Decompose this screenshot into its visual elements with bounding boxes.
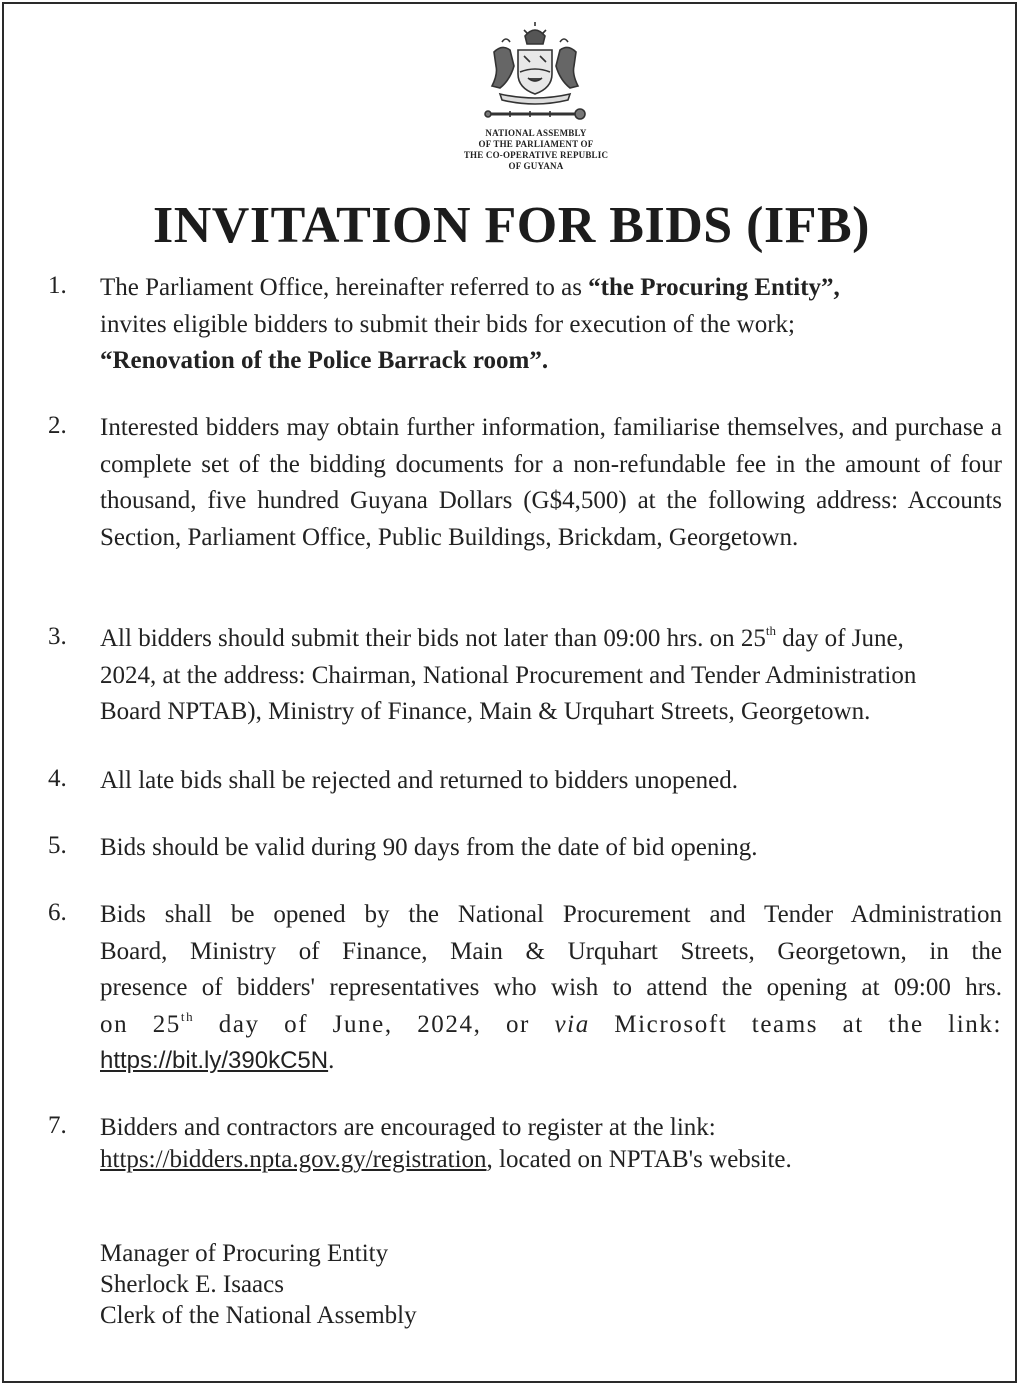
item-text-part: day of June, — [776, 625, 904, 652]
assembly-line: THE CO-OPERATIVE REPUBLIC — [463, 150, 609, 160]
via-emphasis: via — [554, 1010, 590, 1038]
item-text: Interested bidders may obtain further information, familiarise themselves, and purchase a complete set of the bidding documents for a non-refundable fee in the amount of four thousand, five hundred Guyana Dollars (G$4,500) at the following address: Accounts Section, Parliament Office, Public Buildings, Brickdam, Georgetown. — [100, 414, 1002, 551]
assembly-line: OF THE PARLIAMENT OF — [478, 139, 594, 149]
signatory-title: Manager of Procuring Entity — [100, 1240, 389, 1267]
item-text-part: The Parliament Office, hereinafter referred to as — [100, 274, 589, 301]
item-text-part: Microsoft teams at the link: — [589, 1010, 1003, 1038]
item-text: Bids should be valid during 90 days from the date of bid opening. — [100, 834, 758, 861]
item-text-line: presence of bidders' representatives who wish to attend the opening at 09:00 hrs. — [100, 974, 1002, 1001]
item-text-line: Bidders and contractors are encouraged to register at the link: — [100, 1114, 716, 1141]
signature-block — [100, 1238, 417, 1331]
item-number: 4. — [48, 765, 67, 792]
item-text-part: , located on NPTAB's website. — [486, 1146, 792, 1173]
item-number: 3. — [48, 623, 67, 650]
page-title: INVITATION FOR BIDS (IFB) — [153, 197, 870, 254]
project-name-emphasis: “Renovation of the Police Barrack room”. — [100, 347, 549, 374]
assembly-line: OF GUYANA — [508, 161, 564, 171]
assembly-line: NATIONAL ASSEMBLY — [485, 128, 587, 138]
registration-link[interactable]: https://bidders.npta.gov.gy/registration — [100, 1146, 487, 1173]
item-text: All late bids shall be rejected and returned to bidders unopened. — [100, 767, 738, 794]
item-text-part: day of June, 2024, or — [194, 1010, 555, 1038]
ordinal-suffix: th — [180, 1008, 195, 1024]
item-text-part: on 25 — [100, 1010, 181, 1038]
item-text — [100, 621, 1002, 731]
item-number: 5. — [48, 832, 67, 859]
ordinal-suffix: th — [765, 623, 777, 638]
coat-of-arms-emblem — [480, 22, 590, 128]
item-number: 1. — [48, 272, 67, 299]
item-text-line: Bids shall be opened by the National Procurement and Tender Administration — [100, 901, 1002, 928]
item-number: 6. — [48, 899, 67, 926]
item-text — [100, 897, 1002, 1080]
signatory-position: Clerk of the National Assembly — [100, 1302, 417, 1329]
item-text-line: 2024, at the address: Chairman, National Procurement and Tender Administration — [100, 661, 917, 689]
item-text-part: . — [328, 1047, 335, 1074]
item-text — [100, 1112, 1002, 1176]
national-assembly-label — [430, 128, 642, 172]
item-text-line: Board NPTAB), Ministry of Finance, Main & Urquhart Streets, Georgetown. — [100, 698, 871, 725]
item-number: 7. — [48, 1112, 67, 1139]
signatory-name: Sherlock E. Isaacs — [100, 1271, 284, 1298]
item-text-line: Board, Ministry of Finance, Main & Urquhart Streets, Georgetown, in the — [100, 937, 1002, 965]
item-number: 2. — [48, 412, 67, 439]
item-text-part: All bidders should submit their bids not later than 09:00 hrs. on 25 — [100, 625, 766, 652]
item-text-line: invites eligible bidders to submit their bids for execution of the work; — [100, 310, 796, 338]
teams-meeting-link[interactable]: https://bit.ly/390kC5N — [100, 1047, 329, 1074]
item-text — [100, 270, 1002, 380]
item-text-line — [100, 1007, 1002, 1044]
procuring-entity-emphasis: “the Procuring Entity”, — [588, 274, 840, 301]
